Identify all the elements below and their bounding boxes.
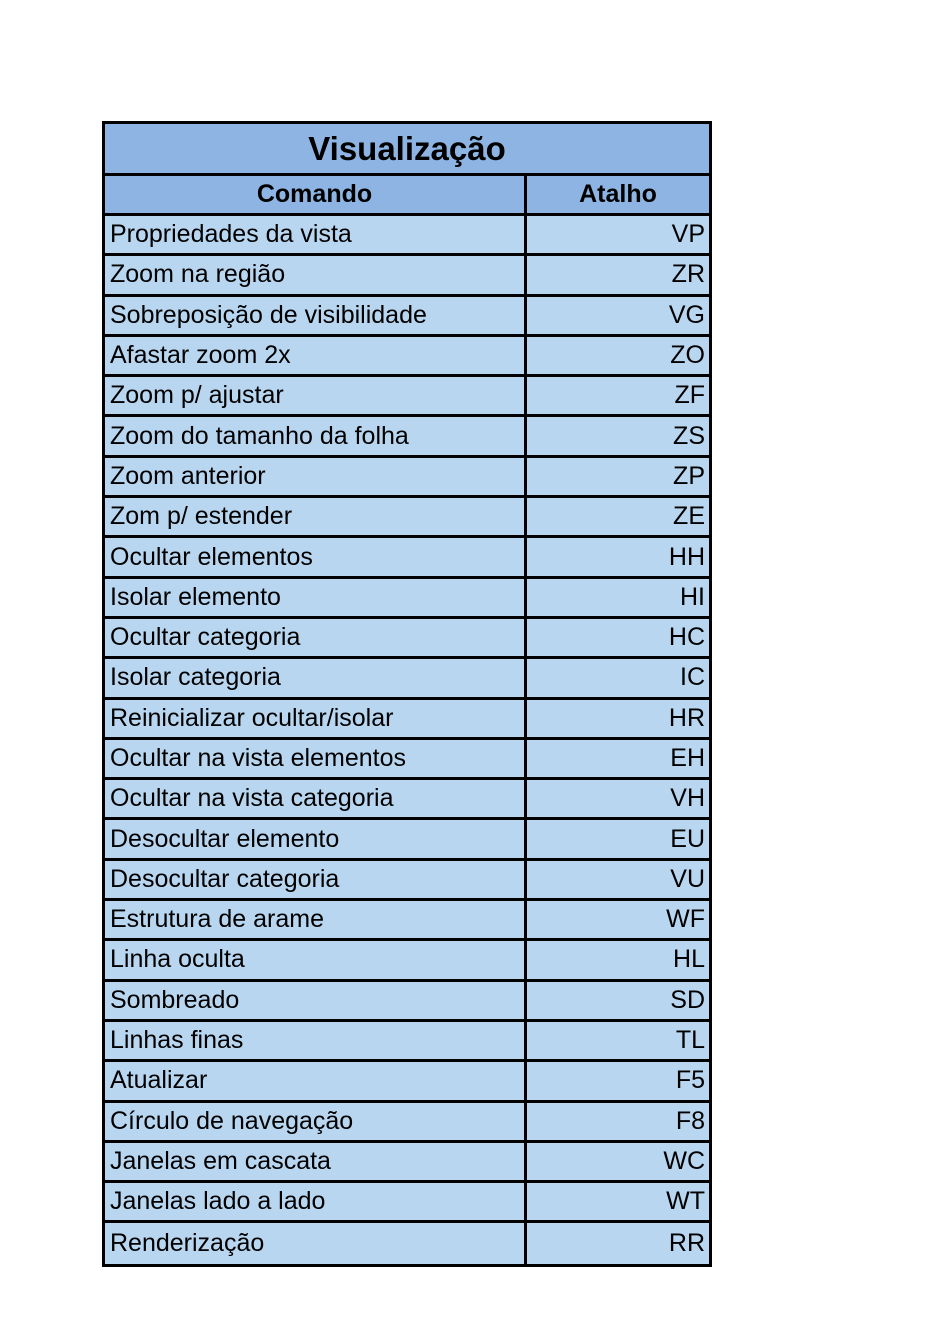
shortcut-cell: TL: [675, 1026, 705, 1055]
table-row: [105, 337, 709, 377]
shortcut-cell: EU: [670, 824, 705, 853]
command-cell: Propriedades da vista: [105, 216, 527, 253]
shortcut-cell: SD: [670, 985, 705, 1014]
shortcut-cell: ZP: [673, 461, 705, 490]
table-row: [105, 619, 709, 659]
command-cell: Janelas lado a lado: [105, 1183, 527, 1220]
command-cell: Atualizar: [105, 1062, 527, 1099]
shortcut-cell: HH: [668, 542, 705, 571]
table-row: [105, 861, 709, 901]
command-cell: Ocultar na vista categoria: [105, 780, 527, 817]
table-row: [105, 216, 709, 256]
command-cell: Renderização: [105, 1223, 527, 1263]
shortcut-cell: HR: [668, 703, 705, 732]
command-cell: Desocultar elemento: [105, 820, 527, 857]
shortcut-cell: ZS: [673, 421, 705, 450]
shortcut-cell: IC: [680, 663, 705, 692]
table-row: [105, 498, 709, 538]
table-row: [105, 377, 709, 417]
shortcut-cell: VP: [671, 220, 705, 249]
shortcut-cell: HL: [673, 945, 705, 974]
shortcut-cell: VG: [668, 300, 705, 329]
table-row: [105, 579, 709, 619]
command-cell: Zoom anterior: [105, 458, 527, 495]
shortcut-cell: WT: [666, 1187, 705, 1216]
table-body: [105, 216, 709, 1264]
command-cell: Isolar elemento: [105, 579, 527, 616]
command-cell: Ocultar na vista elementos: [105, 740, 527, 777]
table-row: [105, 417, 709, 457]
command-cell: Círculo de navegação: [105, 1103, 527, 1140]
command-cell: Linhas finas: [105, 1022, 527, 1059]
command-cell: Zoom na região: [105, 256, 527, 293]
shortcut-cell: VH: [670, 784, 705, 813]
table-row: [105, 982, 709, 1022]
shortcut-cell: F5: [675, 1066, 705, 1095]
table-row: [105, 1183, 709, 1223]
command-cell: Ocultar categoria: [105, 619, 527, 656]
command-cell: Zom p/ estender: [105, 498, 527, 535]
shortcut-cell: ZR: [671, 260, 705, 289]
command-cell: Isolar categoria: [105, 659, 527, 696]
table-row: [105, 297, 709, 337]
command-cell: Sobreposição de visibilidade: [105, 297, 527, 334]
shortcut-cell: WC: [663, 1146, 705, 1175]
shortcut-cell: F8: [675, 1106, 705, 1135]
table-row: [105, 256, 709, 296]
command-cell: Zoom p/ ajustar: [105, 377, 527, 414]
command-cell: Desocultar categoria: [105, 861, 527, 898]
table-row: [105, 1143, 709, 1183]
command-cell: Janelas em cascata: [105, 1143, 527, 1180]
shortcut-table: [102, 121, 712, 1267]
column-header-command: Comando: [105, 176, 527, 213]
column-header-shortcut: Atalho: [579, 180, 657, 208]
shortcut-cell: ZE: [673, 502, 705, 531]
shortcut-cell: WF: [666, 905, 705, 934]
table-row: [105, 820, 709, 860]
table-title: Visualização: [105, 124, 709, 176]
table-row: [105, 1062, 709, 1102]
command-cell: Afastar zoom 2x: [105, 337, 527, 374]
shortcut-cell: VU: [670, 864, 705, 893]
table-row: [105, 901, 709, 941]
shortcut-cell: ZF: [674, 381, 705, 410]
shortcut-cell: RR: [668, 1229, 705, 1258]
table-row: [105, 538, 709, 578]
command-cell: Reinicializar ocultar/isolar: [105, 700, 527, 737]
table-row: [105, 458, 709, 498]
table-row: [105, 740, 709, 780]
command-cell: Ocultar elementos: [105, 538, 527, 575]
table-row: [105, 700, 709, 740]
shortcut-cell: HC: [668, 623, 705, 652]
command-cell: Estrutura de arame: [105, 901, 527, 938]
command-cell: Sombreado: [105, 982, 527, 1019]
shortcut-cell: HI: [680, 582, 705, 611]
table-row: [105, 1022, 709, 1062]
table-row: [105, 1223, 709, 1263]
command-cell: Zoom do tamanho da folha: [105, 417, 527, 454]
table-row: [105, 941, 709, 981]
table-row: [105, 1103, 709, 1143]
table-header: [105, 176, 709, 216]
shortcut-cell: ZO: [670, 341, 705, 370]
command-cell: Linha oculta: [105, 941, 527, 978]
table-row: [105, 780, 709, 820]
shortcut-cell: EH: [670, 744, 705, 772]
table-row: [105, 659, 709, 699]
